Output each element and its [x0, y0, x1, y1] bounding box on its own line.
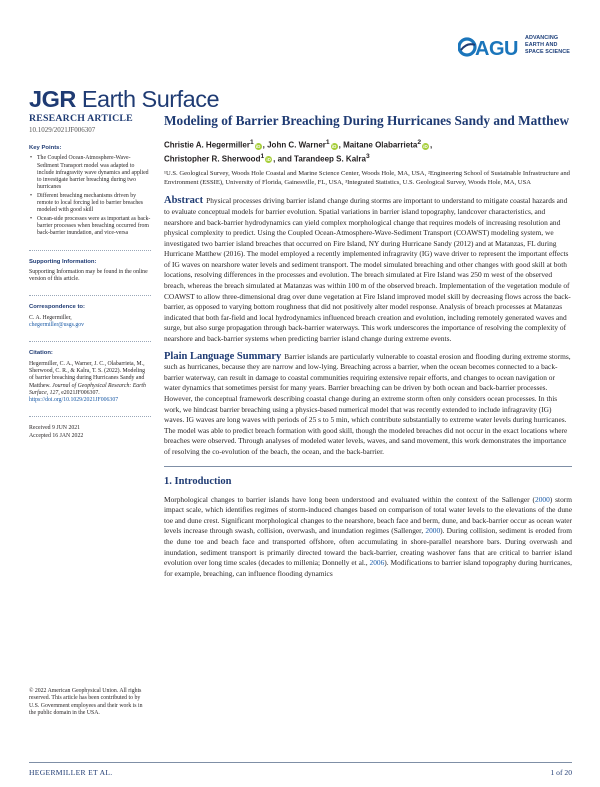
orcid-icon[interactable]: iD [266, 157, 271, 163]
key-points-list [29, 155, 151, 237]
dates-section [29, 425, 151, 440]
citation-title: Citation: [29, 350, 53, 357]
sidebar-divider [29, 416, 151, 417]
key-point: • Ocean-side processes were as important as back-barrier processes when breaching occurred from back-barrier inundation, and vice-versa [29, 216, 151, 238]
abstract-heading: Abstract [164, 195, 204, 207]
citation-text [29, 361, 151, 405]
pls-heading: Plain Language Summary [164, 350, 282, 362]
agu-logo [458, 32, 570, 62]
citation-link[interactable]: 2000 [425, 526, 441, 536]
supporting-info-section [29, 259, 151, 284]
sidebar-divider [29, 250, 151, 251]
author-name: , John C. Warner [262, 140, 326, 150]
key-point: • The Coupled Ocean-Atmosphere-Wave-Sediment Transport model was adapted to include infragravity wave dynamics and applied to investigate barrier breaching during two hurricanes [29, 155, 151, 191]
accepted-date: Accepted 16 JAN 2022 [29, 432, 84, 439]
sidebar-divider [29, 341, 151, 342]
supporting-info-text: Supporting Information may be found in the online version of this article. [29, 268, 148, 283]
abstract [164, 196, 572, 344]
correspondence-name: C. A. Hegermiller, [29, 314, 72, 321]
intro-text-part: ) storm impact scale, which identifies regimes of storm-induced changes based on comparison of total water levels to the elevations of the dune toe and dune crest. Significant morphological changes to the nearshore, beach face and berm, dune, and back-barrier occur as ocean water levels increase through swash, collision, overwash, and inundation regimes (Sallenger, [164, 494, 572, 536]
key-points-section [29, 145, 151, 238]
page-number: 1 of 20 [550, 768, 572, 777]
correspondence-section [29, 304, 151, 329]
intro-text-part: ). Modifications to barrier island topography during hurricanes, for example, breaching, can influence flooding dynamics [164, 558, 572, 578]
author-name: , Maitane Olabarrieta [338, 140, 418, 150]
agu-tagline-line: EARTH AND [525, 42, 558, 48]
introduction-text [164, 495, 572, 580]
orcid-icon[interactable]: iD [423, 143, 428, 149]
orcid-icon[interactable]: iD [255, 143, 261, 149]
affiliations: ¹U.S. Geological Survey, Woods Hole Coastal and Marine Science Center, Woods Hole, MA, USA, ²Engineering School of Sustainable Infrastructure and Environment (ESSIE), University of Florida, Gainesville, FL, USA, ³Integrated Statistics, U.S. Geological Survey, Woods Hole, MA, USA [164, 170, 570, 187]
correspondence-email-link[interactable]: chegermiller@usgs.gov [29, 322, 85, 329]
citation-journal: Journal of Geophysical Research: Earth Surface, 127 [29, 382, 146, 396]
citation-authors: Hegermiller, C. A., Warner, J. C., Olabarrieta, M., Sherwood, C. R., & Kalra, T. S. (2022). Modeling of barrier breaching during Hurricanes Sandy and Matthew. [29, 360, 146, 389]
journal-name-light: Earth Surface [75, 86, 220, 112]
received-date: Received 9 JUN 2021 [29, 425, 81, 432]
author-list: Christie A. Hegermiller$^1$iD , John C. Warner$^1$iD , Maitane Olabarrieta$^2$iD , Christopher R. Sherwood$^1$iD , and Tarandeep S. Kalra$^3$ [164, 139, 433, 164]
agu-tagline-line: SPACE SCIENCE [525, 49, 570, 55]
citation-link[interactable]: 2000 [535, 494, 550, 504]
agu-tagline-line: ADVANCING [525, 35, 559, 41]
copyright-notice: © 2022 American Geophysical Union. All rights reserved. This article has been contributed to by U.S. Government employees and their work is in the public domain in the USA. [29, 688, 143, 716]
introduction-heading: 1. Introduction [164, 475, 232, 487]
article-type: RESEARCH ARTICLE [29, 113, 133, 124]
intro-text-part: Morphological changes to barrier islands have long been understood and evaluated within the context of the Sallenger ( [164, 494, 536, 504]
article-title: Modeling of Barrier Breaching During Hurricanes Sandy and Matthew [164, 113, 570, 128]
section-divider [164, 466, 572, 467]
key-point: • Different breaching mechanisms driven by remote to local forcing led to barrier breaches modeled with good skill [29, 193, 151, 215]
abstract-text: Physical processes driving barrier island change during storms are important to understand to mitigate coastal hazards and to evaluate conceptual models for barrier evolution. Spatial variations in barrier island topography, landcover characteristics, and nearshore and back-barrier hydrodynamics can yield complex morphological change that requires models of increasing resolution and physical complexity to predict. Using the Coupled Ocean-Atmosphere-Wave-Sediment Transport (COAWST) modeling system, we investigated two barrier island breaches that occurred on Fire Island, NY during Hurricane Sandy (2012) and at Matanzas, FL during Hurricane Matthew (2016). The model employed a recently implemented infragravity (IG) wave driver to represent the important effects of IG waves on nearshore water levels and sediment transport. The model simulated breaching and other changes with good skill at both locations, resolving differences in the processes and evolution. The breach simulated at Fire Island was 250 m west of the observed breach, whereas the breach simulated at Matanzas was within 100 m of the observed breach. Implementation of the vegetation module of COAWST to allow three-dimensional drag over dune vegetation at Fire Island improved model skill by decreasing flows across the back-barrier, as opposed to varying bottom roughness that did not positively alter model response. Analysis of breach processes at Matanzas indicated that both far-field and local hydrodynamics influenced breach creation and evolution, including remotely generated waves and surge, but also surge propagation through back-barrier waterways. This work underscores the importance of resolving the complexity of nearshore and back-barrier systems when predicting barrier island change during extreme events. [164, 196, 571, 344]
citation-section [29, 350, 151, 404]
sidebar-divider [29, 295, 151, 296]
correspondence-title: Correspondence to: [29, 304, 85, 311]
article-doi[interactable]: 10.1029/2021JF006307 [29, 126, 96, 134]
plain-language-summary [164, 352, 572, 458]
article-main [164, 113, 572, 579]
footer-authors: HEGERMILLER ET AL. [29, 768, 113, 777]
page-footer [29, 762, 572, 777]
citation-link[interactable]: 2006 [369, 558, 385, 568]
key-points-title: Key Points: [29, 145, 62, 151]
supporting-info-title: Supporting Information: [29, 258, 97, 265]
author-name: Christie A. Hegermiller [164, 140, 250, 150]
agu-logo-text: AGU [475, 38, 518, 60]
journal-name-bold: JGR [29, 86, 76, 112]
citation-doi-link[interactable]: https://doi.org/10.1029/2021JF006307 [29, 397, 119, 404]
author-name: Christopher R. Sherwood [164, 154, 261, 164]
citation-rest: , e2021JF006307. [58, 389, 100, 396]
orcid-icon[interactable]: iD [331, 143, 337, 149]
intro-text-part: ). During collision, sediment is eroded from the dune toe and beach face and transported offshore, often accumulating in shore-parallel nearshore bars. During overwash and inundation, sediment transport is primarily directed toward the back-barrier, creating washover fans that are critical to barrier island evolution over long time scales (decades to millenia; Donnelly et al., [164, 526, 572, 568]
agu-tagline [525, 35, 570, 56]
pls-text: Barrier islands are particularly vulnerable to coastal erosion and flooding during extreme storms, such as hurricanes, because they are narrow and low-lying. Breaching across a barrier, when the ocean becomes connected to a back-barrier waterway, can result in damage to coastal communities requiring extensive repair efforts, and changes to ocean navigation or water dynamics that sometimes persist for many years. Barrier breaching can be driven by both ocean and back-barrier processes. However, the conceptual framework describing coastal change during an extreme storm often only considers ocean processes. In this work, we hindcast barrier breaching using a physics-based numerical model that was recently extended to include infragravity (IG) waves. IG waves are long waves with periods of 25 s to 5 min, which contribute substantially to extreme water levels during hurricanes. The model was able to predict breach formation with good skill, though the modeled breaches did not occur in the exact locations where breaches were observed. Through analyses of modeled water levels, waves, and sand movement, this work demonstrates the importance of resolving the co-evolution of the beach, the ocean, and the back-barrier. [164, 351, 571, 456]
agu-logo-mark [458, 34, 522, 60]
sidebar [29, 113, 151, 440]
journal-name[interactable] [29, 86, 219, 113]
author-name: , and Tarandeep S. Kalra [273, 154, 366, 164]
